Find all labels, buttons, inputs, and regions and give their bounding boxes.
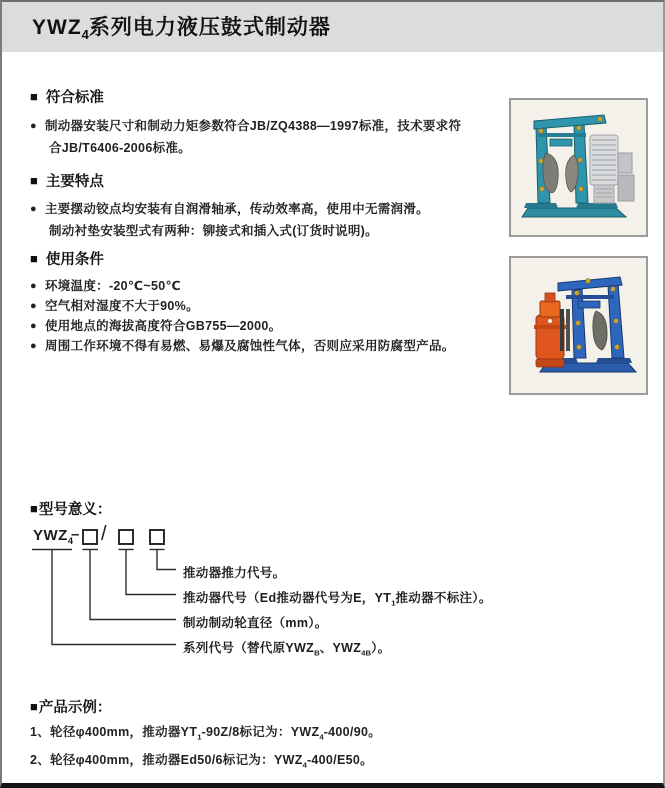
section-features-heading-label: 主要特点 xyxy=(45,174,104,190)
model-label-series-post: ）。 xyxy=(371,641,391,655)
example1-pre: 1、轮径φ400mm，推动器YT xyxy=(30,725,198,739)
page-title-series: YWZ xyxy=(32,16,82,40)
model-label-series xyxy=(183,638,390,658)
section-conditions xyxy=(30,248,455,356)
blue-brake-illustration xyxy=(516,263,642,389)
section-conditions-heading-label: 使用条件 xyxy=(45,252,104,268)
section-marker-icon: ■ xyxy=(30,89,38,104)
section-features-heading xyxy=(30,170,429,191)
model-label-series-pre: 系列代号（替代原YWZ xyxy=(183,641,315,655)
section-standards-heading xyxy=(30,86,461,107)
page-header xyxy=(2,2,663,52)
example-line-1 xyxy=(30,721,381,749)
example2-post: -400/E50。 xyxy=(306,752,373,767)
section-marker-icon: ■ xyxy=(30,251,38,266)
condition-text-1: 环境温度：-20℃~50℃ xyxy=(44,279,181,293)
model-slash: / xyxy=(101,523,107,545)
condition-text-4: 周围工作环境不得有易燃、易爆及腐蚀性气体，否则应采用防腐型产品。 xyxy=(44,339,455,353)
example1-post: -400/90。 xyxy=(323,725,381,739)
standards-text-line2: 合JB/T6406-2006标准。 xyxy=(49,141,191,155)
model-series-pre: YWZ xyxy=(33,527,68,544)
page-title-text: 系列电力液压鼓式制动器 xyxy=(88,16,331,40)
section-marker-icon: ■ xyxy=(30,699,38,714)
section-conditions-heading xyxy=(30,248,455,269)
section-model-heading-label: 型号意义： xyxy=(38,502,112,518)
bullet-icon: ● xyxy=(30,300,37,312)
condition-text-3: 使用地点的海拔高度符合GB755—2000。 xyxy=(44,319,282,333)
condition-item xyxy=(30,296,455,316)
model-label-thrust: 推动器推力代号。 xyxy=(183,566,286,580)
condition-item xyxy=(30,336,455,356)
model-series-subscript: 4 xyxy=(67,536,73,546)
section-standards-heading-label: 符合标准 xyxy=(45,90,104,106)
example1-mid: -90Z/8标记为：YWZ xyxy=(201,725,320,739)
section-standards xyxy=(30,86,461,159)
model-label-thruster xyxy=(183,588,492,608)
features-text-line1: 主要摆动铰点均安装有自润滑轴承，传动效率高，使用中无需润滑。 xyxy=(44,202,429,216)
section-features xyxy=(30,170,429,242)
features-text-line2: 制动衬垫安装型式有两种：铆接式和插入式(订货时说明)。 xyxy=(49,224,378,238)
section-model xyxy=(30,498,111,519)
condition-item xyxy=(30,276,455,296)
product-image-blue-brake xyxy=(509,256,648,395)
condition-text-2: 空气相对湿度不大于90%。 xyxy=(44,299,199,313)
example-line-2 xyxy=(30,749,381,777)
model-label-thruster-subscript: 1 xyxy=(391,598,396,608)
bullet-icon: ● xyxy=(30,120,37,132)
product-image-teal-brake xyxy=(509,98,648,237)
model-label-thruster-post: 推动器不标注）。 xyxy=(395,591,492,605)
bullet-icon: ● xyxy=(30,340,37,352)
model-label-series-mid: 、YWZ xyxy=(319,641,362,655)
model-label-series-subscript2: 4B xyxy=(361,648,372,658)
model-label-diameter: 制动制动轮直径（mm）。 xyxy=(183,616,328,630)
section-examples-heading-label: 产品示例： xyxy=(38,700,112,716)
example2-pre: 2、轮径φ400mm，推动器Ed50/6标记为：YWZ xyxy=(30,752,303,767)
page-title xyxy=(32,11,331,42)
condition-item xyxy=(30,316,455,336)
bullet-icon: ● xyxy=(30,280,37,292)
bullet-icon: ● xyxy=(30,320,37,332)
example1-subscript1: 1 xyxy=(197,732,202,742)
page-title-subscript: 4 xyxy=(81,27,89,43)
section-model-heading xyxy=(30,498,111,519)
bullet-icon: ● xyxy=(30,203,37,215)
standards-text-line1: 制动器安装尺寸和制动力矩参数符合JB/ZQ4388—1997标准，技术要求符 xyxy=(44,119,462,133)
model-label-series-subscript1: B xyxy=(314,648,320,658)
features-bullet-line xyxy=(30,198,429,220)
model-box-diameter xyxy=(82,529,98,545)
example1-subscript2: 4 xyxy=(319,732,324,742)
model-dash: – xyxy=(71,526,80,543)
model-box-thruster xyxy=(118,529,134,545)
model-label-thruster-pre: 推动器代号（Ed推动器代号为E，YT xyxy=(183,591,392,605)
section-marker-icon: ■ xyxy=(30,501,38,516)
section-examples xyxy=(30,696,381,776)
standards-bullet-line xyxy=(30,115,461,137)
model-series-code xyxy=(33,527,73,546)
example2-subscript: 4 xyxy=(302,760,307,769)
teal-brake-illustration xyxy=(516,105,642,231)
model-box-thrust xyxy=(149,529,165,545)
section-marker-icon: ■ xyxy=(30,173,38,188)
section-examples-heading xyxy=(30,696,381,717)
